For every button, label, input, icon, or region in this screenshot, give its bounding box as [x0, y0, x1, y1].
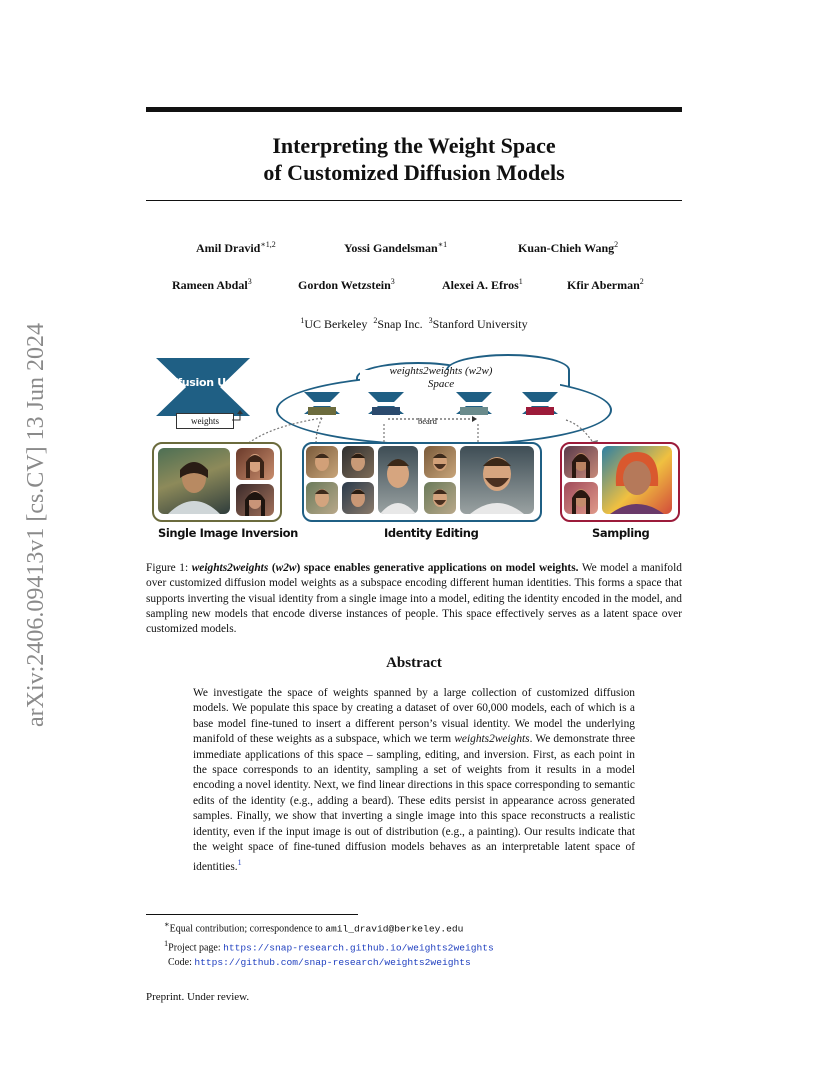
face-icon — [236, 484, 274, 516]
sample-thumb-2 — [564, 482, 598, 514]
caption-identity-editing: Identity Editing — [384, 526, 479, 540]
bearded-face-icon — [424, 482, 456, 514]
face-icon — [602, 446, 672, 514]
edit-after-main — [460, 446, 534, 514]
figure-caption-bold: weights2weights (w2w) space enables generative applications on model weights. — [191, 562, 579, 574]
author-2: Yossi Gandelsman$^{∗1}$ — [344, 240, 448, 255]
affiliations: $^1$UC Berkeley $^2$Snap Inc. $^3$Stanford University — [300, 316, 528, 331]
edit-before-thumb-4 — [342, 482, 374, 514]
painting-portrait-icon — [158, 448, 230, 514]
author-4: Rameen Abdal$^3$ — [172, 277, 252, 292]
footnote-rule — [146, 914, 358, 915]
abstract-body: We investigate the space of weights spanned by a large collection of customized diffusion models. We populate this space by creating a dataset of over 60,000 models, each of which is a base model fine-tuned to insert a different person’s visual identity. We model the underlying manifold of these weights as a subspace, which we term weights2weights. We demonstrate three immediate applications of this space – sampling, editing, and inversion. First, as each point in the space corresponds to an identity, sampling a set of weights from it results in a model encoding a novel identity. Next, we find linear directions in this space corresponding to semantic edits of the identity (e.g., adding a beard). These edits persist in appearance across generated samples. Finally, we show that inverting a single image into this space reconstructs a realistic identity, even if the input image is out of distribution (e.g., a painting). Our results indicate that the weight space of fine-tuned diffusion models behaves as an interpretable latent space of identities.$^1$ — [193, 687, 635, 874]
title-bottom-rule — [146, 200, 682, 201]
footnote-code: Code: https://github.com/snap-research/weights2weights — [168, 956, 471, 968]
face-icon — [564, 446, 598, 478]
edit-before-main — [378, 446, 418, 514]
face-icon — [564, 482, 598, 514]
figure-caption-text: We model a manifold over customized diffusion model weights as a subspace encoding different human identities. This forms a space that supports inverting the visual identity from a single image into a model, editing the identity encoded in the model, and sampling new models that encode diverse instances of people. This space effectively serves as a latent space over customized models. — [146, 562, 682, 636]
author-1: Amil Dravid$^{∗1,2}$ — [196, 240, 276, 255]
title-line-1: Interpreting the Weight Space — [272, 133, 556, 158]
painting-input-image — [158, 448, 230, 514]
project-page-link[interactable]: https://snap-research.github.io/weights2weights — [223, 942, 494, 954]
author-3: Kuan-Chieh Wang$^2$ — [518, 240, 619, 255]
edit-after-thumb-1 — [424, 446, 456, 478]
paper-title — [146, 132, 682, 186]
abstract-term: weights2weights — [454, 733, 530, 746]
preprint-notice: Preprint. Under review. — [146, 991, 250, 1003]
author-7: Kfir Aberman$^2$ — [567, 277, 644, 292]
correspondence-email[interactable]: amil_dravid@berkeley.edu — [325, 923, 464, 935]
edit-before-thumb-2 — [342, 446, 374, 478]
caption-single-image-inversion: Single Image Inversion — [158, 526, 298, 540]
footnote-link-1[interactable]: 1 — [237, 858, 242, 868]
code-link[interactable]: https://github.com/snap-research/weights2weights — [194, 956, 471, 968]
footnotes — [146, 918, 682, 970]
author-6: Alexei A. Efros$^1$ — [442, 277, 523, 292]
edit-after-thumb-2 — [424, 482, 456, 514]
inversion-sample-1 — [236, 448, 274, 480]
author-5: Gordon Wetzstein$^3$ — [298, 277, 395, 292]
face-icon — [236, 448, 274, 480]
bearded-face-icon — [460, 446, 534, 514]
face-icon — [342, 446, 374, 478]
footnote-project: $^1$Project page: https://snap-research.github.io/weights2weights — [164, 938, 494, 954]
arxiv-identifier: arXiv:2406.09413v1 [cs.CV] 13 Jun 2024 — [23, 323, 49, 727]
caption-sampling: Sampling — [592, 526, 650, 540]
diffusion-unet-label: Diffusion Unet — [160, 376, 246, 389]
footnote-equal: ∗Equal contribution; correspondence to amil_dravid@berkeley.edu — [164, 920, 464, 935]
abstract-heading: Abstract — [386, 655, 442, 671]
sample-main — [602, 446, 672, 514]
face-icon — [378, 446, 418, 514]
figure-caption — [146, 561, 682, 637]
beard-label: beard — [418, 416, 437, 426]
face-icon — [306, 482, 338, 514]
w2w-space-label: weights2weights (w2w) Space — [389, 365, 493, 390]
weights-box: weights — [176, 413, 234, 429]
sample-thumb-1 — [564, 446, 598, 478]
face-icon — [306, 446, 338, 478]
figure-label: Figure 1: — [146, 562, 189, 574]
inversion-sample-2 — [236, 484, 274, 516]
title-top-rule — [146, 107, 682, 112]
edit-before-thumb-1 — [306, 446, 338, 478]
bearded-face-icon — [424, 446, 456, 478]
figure-1 — [146, 352, 682, 552]
edit-before-thumb-3 — [306, 482, 338, 514]
title-line-2: of Customized Diffusion Models — [263, 160, 565, 185]
face-icon — [342, 482, 374, 514]
